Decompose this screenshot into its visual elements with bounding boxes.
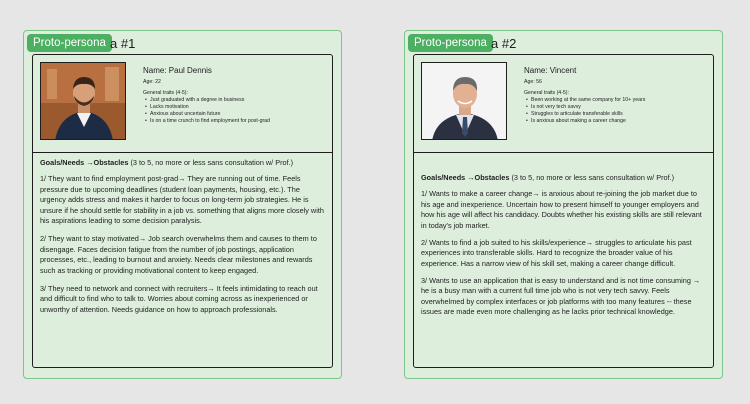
persona-photo bbox=[40, 62, 126, 140]
persona-card-2 bbox=[404, 30, 723, 379]
persona-photo bbox=[421, 62, 507, 140]
persona-card-1 bbox=[23, 30, 342, 379]
persona-age: Age: 22 bbox=[143, 79, 161, 85]
goal-item: 1/ Wants to make a career change→ is anxious about re-joining the job market due to his age and inexperience. Uncertain how to present himself to younger employers and how his age will affect his candidacy. Doubts whether his existing skills are still relevant in today's job market. bbox=[421, 189, 702, 230]
goals-heading-note: (3 to 5, no more or less sans consultation w/ Prof.) bbox=[128, 158, 294, 167]
goal-item: 2/ They want to stay motivated→ Job search overwhelms them and causes to them to disengage. Faces decision fatigue from the number of job postings, application processes, etc., leading to burnout and anxiety. Needs clear milestones and rewards such as tracking or providing motivational content to keep engaged. bbox=[40, 234, 317, 275]
trait-item: • Anxious about uncertain future bbox=[150, 111, 328, 118]
section-divider bbox=[414, 152, 713, 153]
persona-frame bbox=[32, 54, 333, 368]
trait-item: • Is anxious about making a career change bbox=[531, 118, 709, 125]
goals-heading-bold: Goals/Needs →Obstacles bbox=[40, 158, 129, 167]
persona-profile bbox=[524, 66, 709, 125]
persona-number: a #2 bbox=[491, 36, 517, 51]
section-divider bbox=[33, 152, 332, 153]
persona-name: Name: Paul Dennis bbox=[143, 66, 212, 75]
goal-item: 1/ They want to find employment post-grad→ They are running out of time. Feels pressure due to upcoming deadlines (student loan payments, housing, etc.). The urgency adds stress and makes it harder to focus on long-term job strategies. He is unsure if he should settle for stability in a job vs. something that aligns more closely with his aspirations leading to some decision paralysis. bbox=[40, 174, 324, 225]
goals-heading-note: (3 to 5, no more or less sans consultation w/ Prof.) bbox=[509, 173, 675, 182]
goals-section bbox=[40, 158, 327, 323]
goals-section bbox=[421, 173, 708, 324]
trait-item: • Just graduated with a degree in business bbox=[150, 97, 328, 104]
trait-item: • Struggles to articulate transferable skills bbox=[531, 111, 709, 118]
traits-list bbox=[524, 97, 709, 125]
persona-tag: Proto-persona bbox=[27, 34, 112, 52]
persona-name: Name: Vincent bbox=[524, 66, 577, 75]
goals-heading-bold: Goals/Needs →Obstacles bbox=[421, 173, 510, 182]
persona-age: Age: 56 bbox=[524, 79, 542, 85]
goals-heading bbox=[40, 158, 327, 168]
trait-item: • Lacks motivation bbox=[150, 104, 328, 111]
trait-item: • Been working at the same company for 10+ years bbox=[531, 97, 709, 104]
persona-frame bbox=[413, 54, 714, 368]
trait-item: • Is on a time crunch to find employment for post-grad bbox=[150, 118, 328, 125]
trait-item: • Is not very tech savvy bbox=[531, 104, 709, 111]
goal-item: 3/ Wants to use an application that is easy to understand and is not time consuming → he is a busy man with a current full time job who is not very tech savvy. Feels overwhelmed by complex interfaces or job platforms with too many features -- these issues are made even more challenging as he lacks prior technical knowledge. bbox=[421, 275, 701, 316]
traits-list bbox=[143, 97, 328, 125]
goal-item: 3/ They need to network and connect with recruiters→ It feels intimidating to reach out and difficult to find who to talk to. Worries about coming across as inexperienced or unworthy of attention. Needs guidance on how to approach professionals. bbox=[40, 283, 318, 314]
goals-heading bbox=[421, 173, 708, 183]
persona-profile bbox=[143, 66, 328, 125]
traits-title: General traits (4-5): bbox=[524, 90, 569, 96]
goal-item: 2/ Wants to find a job suited to his skills/experience→ struggles to articulate his past experiences into transferable skills. Hard to recognize the broader value of his experience. Has a narrow view of his skill set, making a career change difficult. bbox=[421, 237, 692, 268]
persona-tag: Proto-persona bbox=[408, 34, 493, 52]
persona-number: a #1 bbox=[110, 36, 136, 51]
traits-title: General traits (4-5): bbox=[143, 90, 188, 96]
